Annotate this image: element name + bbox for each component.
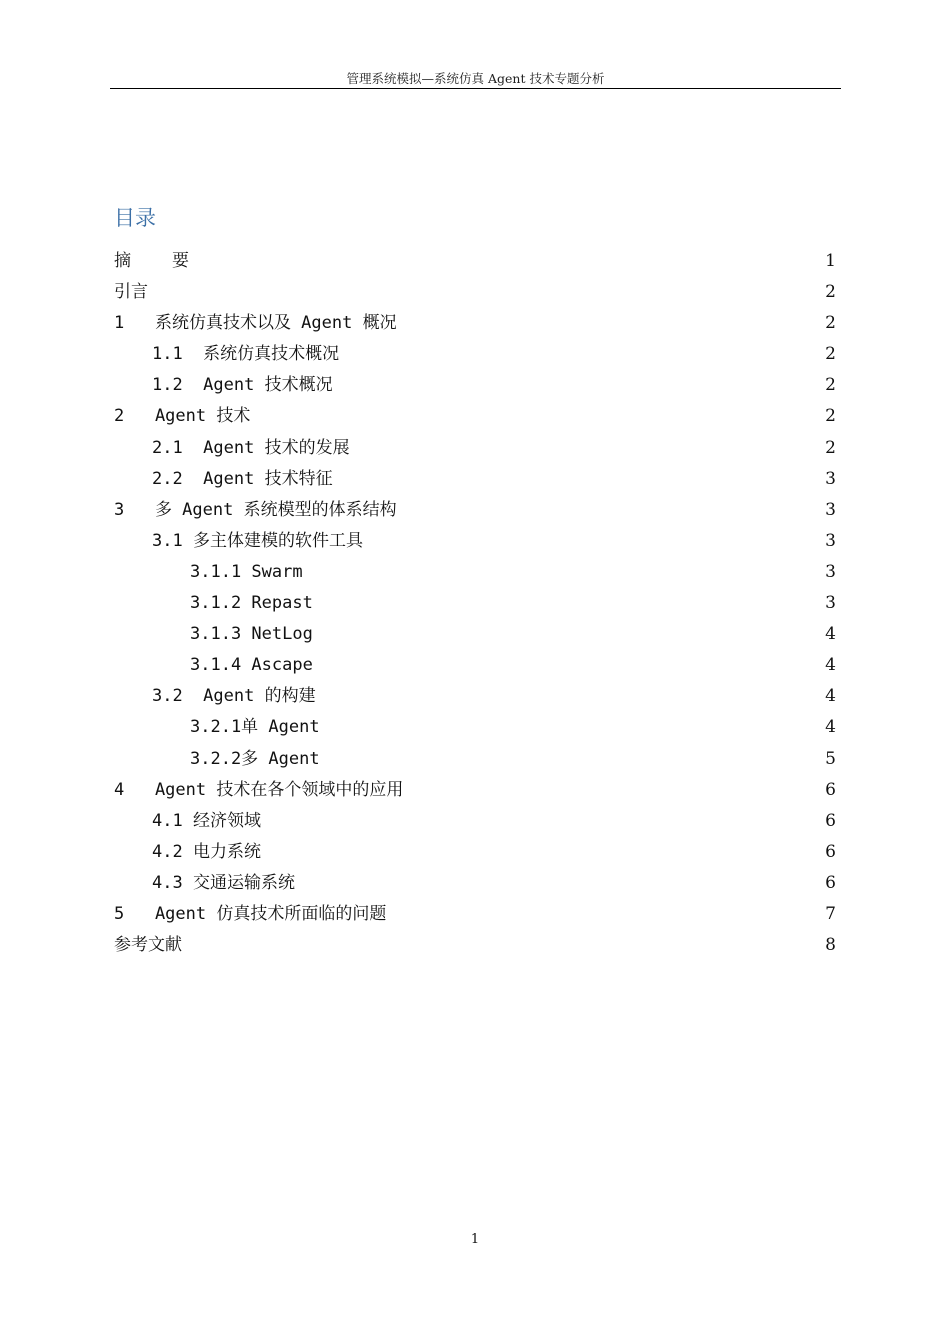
toc-entry-page: 2 [825,406,836,427]
toc-entry[interactable] [114,246,838,277]
toc-entry-label: 3.1.2 Repast [190,593,313,614]
toc-entry-label: 2.1 Agent 技术的发展 [152,437,350,458]
toc-entry-page: 3 [825,530,836,551]
toc-entry-label: 3.2.1单 Agent [190,717,320,738]
toc-entry-page: 2 [825,344,836,365]
toc-entry-page: 4 [825,655,836,676]
toc-entry-label: 4.2 电力系统 [152,841,261,862]
toc-entry[interactable] [114,277,838,308]
toc-entry-label: 1.1 系统仿真技术概况 [152,344,340,365]
toc-entry[interactable] [114,930,838,961]
toc-entry-page: 2 [825,282,836,303]
toc-entry-page: 4 [825,686,836,707]
toc-entry[interactable] [114,526,838,557]
toc-entry[interactable] [114,806,838,837]
toc-entry-page: 3 [825,499,836,520]
toc-entry-page: 1 [825,251,836,271]
toc-entry-page: 6 [825,841,836,862]
toc-entry-label: 4.3 交通运输系统 [152,872,295,893]
toc-entry[interactable] [114,744,838,775]
toc-entry[interactable] [114,339,838,370]
table-of-contents [114,246,838,961]
toc-entry[interactable] [114,868,838,899]
toc-title: 目录 [114,206,156,230]
toc-entry[interactable] [114,775,838,806]
toc-entry[interactable] [114,681,838,712]
toc-entry-label: 3.2 Agent 的构建 [152,686,316,707]
toc-entry-page: 6 [825,779,836,800]
toc-entry[interactable] [114,557,838,588]
toc-entry[interactable] [114,370,838,401]
toc-entry[interactable] [114,308,838,339]
page-header: 管理系统模拟—系统仿真 Agent 技术专题分析 [110,70,841,89]
toc-entry-label: 5 Agent 仿真技术所面临的问题 [114,903,387,924]
toc-entry-label: 4 Agent 技术在各个领域中的应用 [114,779,404,800]
toc-entry-page: 2 [825,313,836,334]
toc-entry-page: 2 [825,437,836,458]
toc-entry[interactable] [114,650,838,681]
toc-entry-label: 2.2 Agent 技术特征 [152,468,333,489]
toc-entry-page: 4 [825,717,836,738]
toc-entry-page: 2 [825,375,836,396]
toc-entry[interactable] [114,899,838,930]
toc-entry-label: 1.2 Agent 技术概况 [152,375,333,396]
toc-entry-page: 6 [825,810,836,831]
toc-entry-page: 5 [825,748,836,769]
toc-entry-page: 6 [825,872,836,893]
toc-entry-label: 3.1.4 Ascape [190,655,313,676]
toc-entry-label: 3.1.1 Swarm [190,561,303,582]
toc-entry[interactable] [114,433,838,464]
toc-entry[interactable] [114,619,838,650]
toc-entry-label: 3.1.3 NetLog [190,624,313,645]
toc-entry[interactable] [114,495,838,526]
toc-entry-label: 3.2.2多 Agent [190,748,320,769]
toc-entry-label: 2 Agent 技术 [114,406,251,427]
toc-entry[interactable] [114,588,838,619]
toc-entry-page: 7 [825,903,836,924]
toc-entry-label: 引言 [114,282,148,303]
toc-entry-page: 8 [825,935,836,956]
toc-entry-label: 1 系统仿真技术以及 Agent 概况 [114,313,397,334]
toc-entry-label: 3.1 多主体建模的软件工具 [152,530,363,551]
toc-entry-page: 4 [825,624,836,645]
toc-entry-label: 参考文献 [114,935,182,956]
toc-entry-label: 4.1 经济领域 [152,810,261,831]
toc-entry[interactable] [114,712,838,743]
page-number: 1 [470,1232,480,1247]
toc-entry-page: 3 [825,561,836,582]
toc-entry-label: 3 多 Agent 系统模型的体系结构 [114,499,397,520]
toc-entry-label: 摘 要 [114,251,189,271]
toc-entry[interactable] [114,464,838,495]
toc-entry-page: 3 [825,468,836,489]
toc-entry-page: 3 [825,593,836,614]
toc-entry[interactable] [114,837,838,868]
toc-entry[interactable] [114,401,838,432]
